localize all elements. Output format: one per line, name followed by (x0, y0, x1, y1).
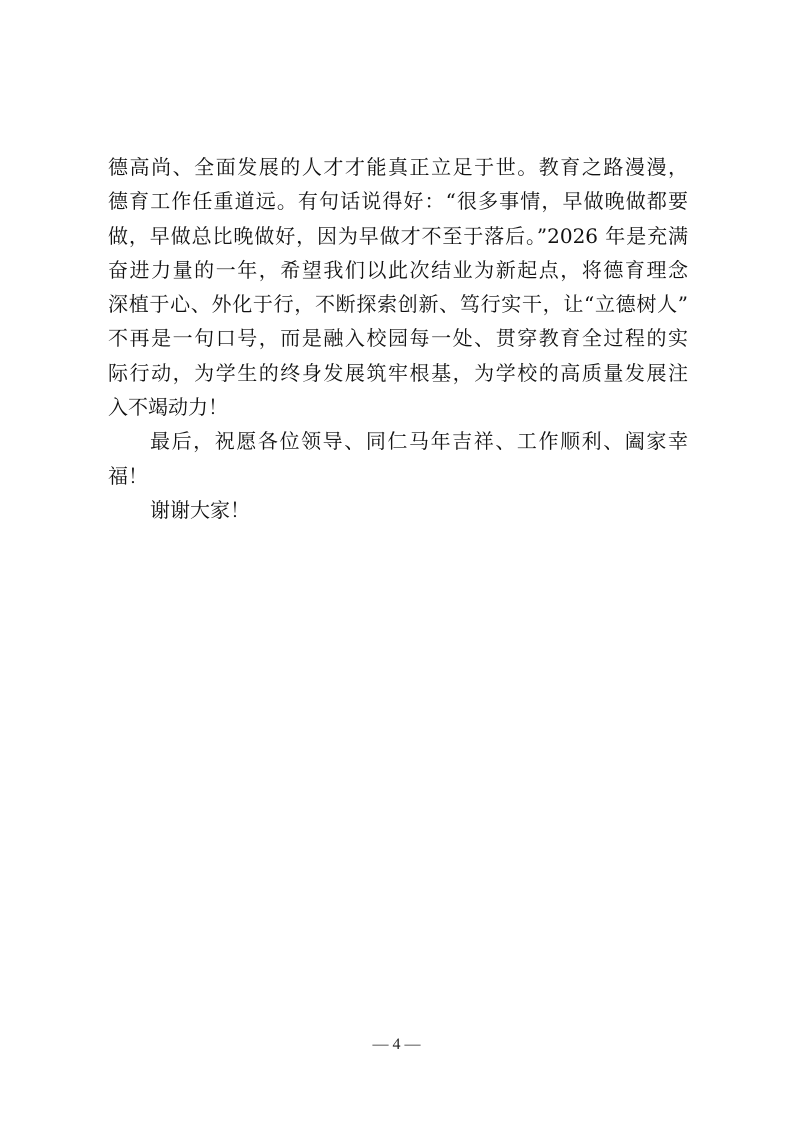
paragraph-line: 奋进力量的一年，希望我们以此次结业为新起点，将德育理念 (108, 257, 688, 282)
closing-wishes-line: 福！ (108, 463, 148, 488)
body-text (108, 150, 688, 527)
paragraph-line: 际行动，为学生的终身发展筑牢根基，为学校的高质量发展注 (108, 360, 688, 385)
paragraph-line: 不再是一句口号，而是融入校园每一处、贯穿教育全过程的实 (108, 326, 688, 351)
closing-wishes-line: 最后，祝愿各位领导、同仁马年吉祥、工作顺利、阖家幸 (150, 429, 688, 454)
paragraph-line: 做，早做总比晚做好，因为早做才不至于落后。”2026 年是充满 (108, 223, 688, 248)
page-number: — 4 — (372, 1036, 421, 1053)
paragraph-line: 德高尚、全面发展的人才才能真正立足于世。教育之路漫漫， (108, 155, 688, 179)
paragraph-line: 入不竭动力！ (108, 395, 228, 420)
paragraph-line: 德育工作任重道远。有句话说得好：“很多事情，早做晚做都要 (108, 189, 688, 214)
paragraph-line: 深植于心、外化于行，不断探索创新、笃行实干，让“立德树人” (108, 292, 688, 317)
thanks-line: 谢谢大家！ (150, 497, 250, 522)
